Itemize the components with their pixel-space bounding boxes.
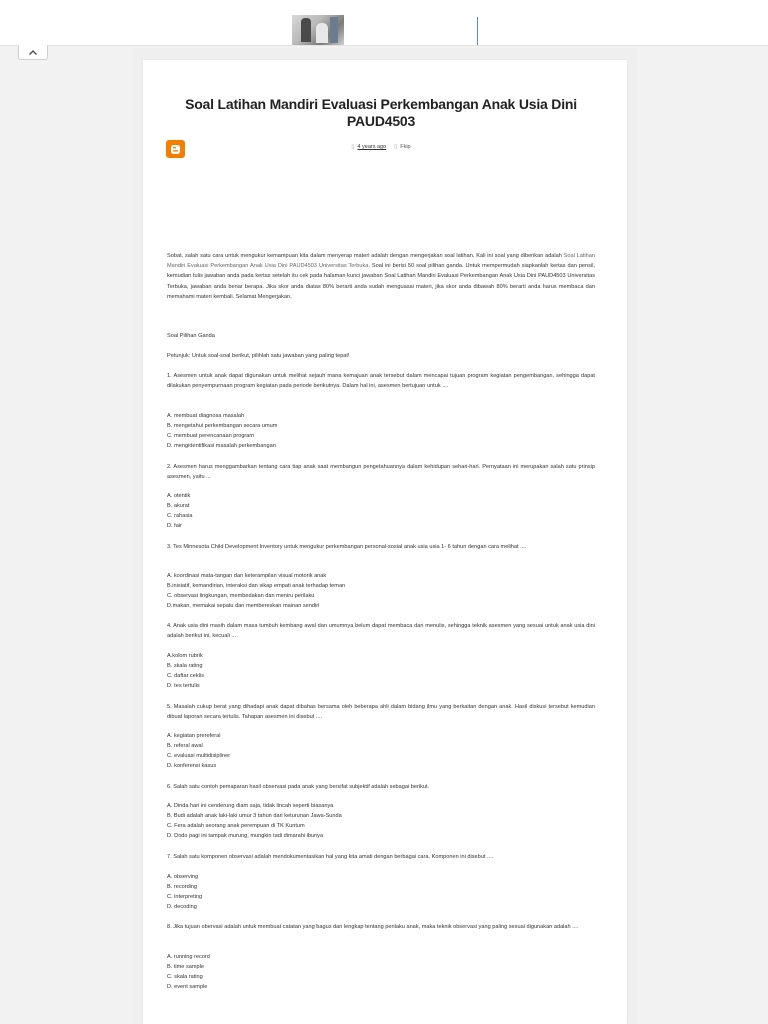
answer-option: B. recording xyxy=(167,884,198,890)
answer-option: A. koordinasi mata-tangan dan keterampilan visual motorik anak xyxy=(167,573,327,579)
answer-option: B.inisiatif, kemandirian, interaksi dan sikap empati anak terhadap teman xyxy=(167,583,346,589)
answer-option: D. tes tertulis xyxy=(167,683,200,689)
answer-option: C. daftar ceklis xyxy=(167,673,204,679)
answer-option: B. referal awal xyxy=(167,743,203,749)
collapse-button[interactable] xyxy=(18,45,48,60)
intro-highlight-link[interactable]: Soal Latihan Mandiri Evaluasi Perkembangan Anak Usia Dini PAUD4503 Universitas Terbuka xyxy=(167,253,595,270)
answer-option: B. skala rating xyxy=(167,663,203,669)
answer-option: A. otentik xyxy=(167,493,191,499)
chevron-up-icon xyxy=(28,49,38,56)
answer-option: C. observasi lingkungan, membedakan dan meniru perilaku xyxy=(167,593,315,599)
post-meta xyxy=(166,144,596,150)
section-title: Soal Pilihan Ganda xyxy=(167,333,215,339)
question-text: 4. Anak usia dini masih dalam masa tumbuh kembang awal dan umumnya belum dapat membaca dan menulis, sehingga teknik asesmen yang sesuai untuk anak usia dini adalah berikut ini, kecuali ... xyxy=(167,623,595,640)
answer-option: C. Fera adalah seorang anak perempuan di TK Kuntum xyxy=(167,823,305,829)
question-text: 8. Jika tujuan obervasi adalah untuk membuat catatan yang bagus dan lengkap tentang perilaku anak, maka teknik observasi yang paling sesuai digunakan adalah .... xyxy=(167,924,579,930)
answer-option: B. time sample xyxy=(167,964,204,970)
answer-option: C. rahasia xyxy=(167,513,193,519)
top-bar xyxy=(0,0,768,46)
instruction-text: Petunjuk: Untuk soal-soal berikut, pilihlah satu jawaban yang paling tepat! xyxy=(167,353,350,359)
post-date-link[interactable]: 4 years ago xyxy=(357,144,387,150)
answer-option: C. interpreting xyxy=(167,894,203,900)
intro-paragraph xyxy=(167,251,595,302)
answer-option: D. konferensi kasus xyxy=(167,763,217,769)
ad-thumbnail-image[interactable] xyxy=(292,15,344,45)
question-text: 7. Salah satu komponen observasi adalah mendokumentasikan hal yang kita amati dengan berbagai cara. Komponen ini disebut .... xyxy=(167,854,494,860)
answer-option: D. mengidentifikasi masalah perkembangan xyxy=(167,443,276,449)
answer-option: B. akurat xyxy=(167,503,190,509)
clock-icon: ▯ xyxy=(351,144,355,150)
answer-option: A. membuat diagnosa masalah xyxy=(167,413,245,419)
answer-option: D.makan, memakai sepatu dan membereskan mainan sendiri xyxy=(167,603,320,609)
answer-option: B. Budi adalah anak laki-laki umur 3 tahun dari keturunan Jawa-Sunda xyxy=(167,813,342,819)
answer-option: D. Dodo pagi ini tampak murung, mungkin tadi dimarahi ibunya xyxy=(167,833,324,839)
answer-option: A. observing xyxy=(167,874,199,880)
answer-option: D. fair xyxy=(167,523,182,529)
answer-option: B. mengetahui perkembangan secara umum xyxy=(167,423,278,429)
divider xyxy=(477,17,478,45)
answer-option: D. event sample xyxy=(167,984,208,990)
question-text: 5. Masalah cukup berat yang dihadapi anak dapat dibahas bersama oleh beberapa ahli dalam bidang ilmu yang berkaitan dengan anak. Hasil diskusi tersebut kemudian dibuat laporan secara tertulis. Tahapan asesmen ini disebut .... xyxy=(167,704,595,721)
question-text: 2. Asesmen harus menggambarkan tentang cara tiap anak saat membangun pengetahuannya dalam kehidupan sehari-hari. Pernyataan ini merupakan salah satu prinsip asesmen, yaitu ... xyxy=(167,464,595,481)
answer-option: C. evaluasi multidisipliner xyxy=(167,753,231,759)
question-text: 1. Asesmen untuk anak dapat digunakan untuk melihat sejauh mana kemajuan anak tersebut dalam mencapai tujuan program kegiatan pengembangan, sehingga dapat dilakukan penyempurnaan program kegiatan pada periode berikutnya. Dalam hal ini, asesmen bertujuan untuk .... xyxy=(167,373,595,390)
answer-option: A. running record xyxy=(167,954,210,960)
question-text: 6. Salah satu contoh pemaparan hasil observasi pada anak yang bersifat subjektif adalah sebagai berikut. xyxy=(167,784,430,790)
post-label-link[interactable]: Fkip xyxy=(400,144,411,150)
answer-option: D. decoding xyxy=(167,904,197,910)
question-text: 3. Tes Minnesota Child Development Inventory untuk mengukur perkembangan personal-sosial anak usia usia 1- 6 tahun dengan cara melihat .... xyxy=(167,544,527,550)
divider xyxy=(0,45,768,46)
answer-option: A.kolom rubrik xyxy=(167,653,203,659)
answer-option: A. Dinda hari ini cenderung diam saja, tidak lincah seperti biasanya xyxy=(167,803,334,809)
answer-option: A. kegiatan prereferal xyxy=(167,733,221,739)
answer-option: C. skala rating xyxy=(167,974,203,980)
answer-option: C. membuat perencanaan program xyxy=(167,433,255,439)
intro-text: Sobat, salah satu cara untuk mengukur kemampuan kita dalam menyerap materi adalah dengan mengerjakan soal latihan. Kali ini soal yang diberikan adalah xyxy=(167,253,564,259)
label-icon: ▯ xyxy=(394,144,398,150)
intro-text: . Soal ini berisi 50 soal pilihan ganda. Untuk mempermudah siapkanlah kertas dan pensil, kemudian tulis jawaban anda pada kertas setelah itu cek pada halaman kunci jawaban Soal Latihan Mandiri Evaluasi Perkembangan Anak Usia Dini PAUD4503 Universitas Terbuka, jawaban anda benar berapa. Jika skor anda diatas 80% berarti anda sudah menguasai materi, jika skor anda dibawah 80% berarti anda harus membaca dan memahami materi kembali. Selamat Mengerjakan. xyxy=(167,263,595,300)
post-title: Soal Latihan Mandiri Evaluasi Perkembangan Anak Usia Dini PAUD4503 xyxy=(185,96,577,129)
